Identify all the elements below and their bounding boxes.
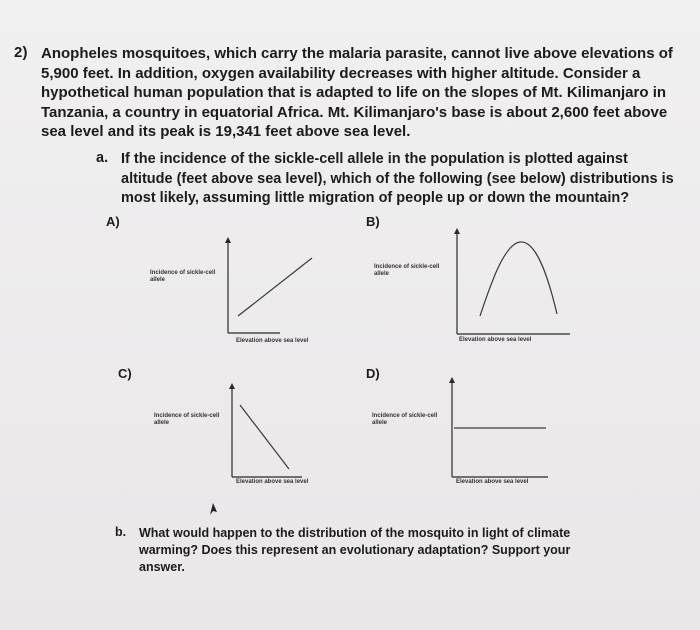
graph-b-y-arrow xyxy=(454,228,460,234)
stem-line: hypothetical human population that is adapted to life on the slopes of Mt. Kilimanjaro in xyxy=(41,84,667,101)
graph-b-plot xyxy=(372,226,572,336)
graph-a-curve xyxy=(238,258,312,316)
y-label-line: allele xyxy=(374,271,390,277)
option-d-label: D) xyxy=(366,366,380,381)
graph-b-curve xyxy=(480,242,557,316)
option-a-label: A) xyxy=(106,214,120,229)
option-c-label: C) xyxy=(118,366,132,381)
graph-c-plot xyxy=(154,382,304,482)
stem-line: sea level and its peak is 19,341 feet above sea level. xyxy=(41,123,411,140)
y-label-line: Incidence of sickle-cell xyxy=(374,264,440,270)
stem-line: 5,900 feet. In addition, oxygen availability decreases with higher altitude. Consider a xyxy=(41,64,641,82)
graph-a-y-arrow xyxy=(225,237,231,243)
part-b-label: b. xyxy=(115,525,127,539)
y-label-line: Incidence of sickle-cell xyxy=(150,270,216,276)
y-label-line: allele xyxy=(154,420,170,426)
y-label-line: allele xyxy=(372,420,388,426)
graph-option-b xyxy=(372,226,572,343)
graph-option-a xyxy=(150,236,309,344)
y-label-line: allele xyxy=(150,277,166,283)
part-b-text xyxy=(139,525,619,576)
graph-d-x-label: Elevation above sea level xyxy=(456,479,529,485)
graph-c-y-arrow xyxy=(229,383,235,389)
graph-d-plot xyxy=(372,376,552,481)
part-a-line: most likely, assuming little migration of people up or down the mountain? xyxy=(121,190,630,206)
graph-b-y-label xyxy=(374,264,454,278)
part-a-text xyxy=(121,150,674,209)
part-a-line: altitude (feet above sea level), which of the following (see below) distributions is xyxy=(121,170,674,187)
mouse-cursor-icon xyxy=(208,503,220,517)
part-a-line: If the incidence of the sickle-cell allele in the population is plotted against xyxy=(121,151,628,167)
y-label-line: Incidence of sickle-cell xyxy=(154,413,220,419)
graph-option-d xyxy=(372,376,552,485)
graph-c-y-label xyxy=(154,413,234,427)
graph-option-c xyxy=(154,382,309,485)
part-b-line: What would happen to the distribution of the mosquito in light of climate xyxy=(139,526,571,540)
graph-a-plot xyxy=(150,236,280,336)
graph-a-y-label xyxy=(150,270,230,284)
y-label-line: Incidence of sickle-cell xyxy=(372,413,438,419)
question-stem xyxy=(41,44,673,142)
graph-a-x-label: Elevation above sea level xyxy=(236,338,309,344)
graph-d-y-arrow xyxy=(449,377,455,383)
graph-b-x-label: Elevation above sea level xyxy=(459,337,532,343)
part-a-label: a. xyxy=(96,150,109,166)
part-b-line: warming? Does this represent an evolutionary adaptation? Support your xyxy=(139,543,571,557)
graph-c-curve xyxy=(240,405,289,469)
graph-d-y-label xyxy=(372,413,452,427)
part-b-line: answer. xyxy=(139,560,185,574)
option-b-label: B) xyxy=(366,214,380,229)
stem-line: Tanzania, a country in equatorial Africa. Mt. Kilimanjaro's base is about 2,600 feet above xyxy=(41,103,668,121)
graph-c-x-label: Elevation above sea level xyxy=(236,479,309,485)
stem-line: Anopheles mosquitoes, which carry the malaria parasite, cannot live above elevations of xyxy=(41,45,673,62)
question-number: 2) xyxy=(14,44,28,61)
